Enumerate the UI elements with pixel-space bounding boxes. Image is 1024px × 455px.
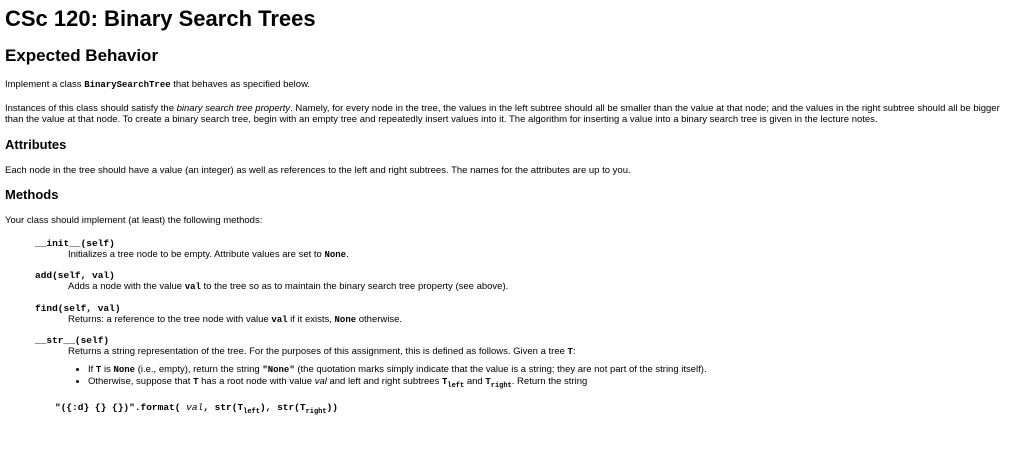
method-init-signature: __init__(self) — [35, 237, 115, 249]
page-title: CSc 120: Binary Search Trees — [5, 6, 316, 31]
expected-behavior-intro: Implement a class BinarySearchTree that behaves as specified below. — [5, 79, 311, 90]
expected-behavior-heading: Expected Behavior — [5, 46, 159, 65]
method-find-signature: find(self, val) — [35, 302, 121, 314]
methods-intro: Your class should implement (at least) the following methods: — [5, 215, 263, 226]
method-find-description: Returns: a reference to the tree node with value val if it exists, None otherwise. — [68, 313, 403, 325]
method-str-description: Returns a string representation of the tree. For the purposes of this assignment, this is defined as follows. Given a tree T: • If T is None (i.e., empty), return the string "None" (the quotation marks simply indicate that the value is a string; they are not part of the string itself). • Otherwise, suppose that T has a root node with value val and left and right subtrees $T_{left}$ and $T_{right}$. Return the string — [68, 346, 1019, 392]
method-add-signature: add(self, val) — [35, 270, 115, 281]
class-name-code: BinarySearchTree — [84, 80, 171, 90]
method-init-description: Initializes a tree node to be empty. Attribute values are set to None. — [68, 248, 349, 260]
list-item: • If T is None (i.e., empty), return the string "None" (the quotation marks simply indicate that the value is a string; they are not part of the string itself). — [88, 364, 1019, 377]
method-add-description: Adds a node with the value val to the tree so as to maintain the binary search tree property (see above). — [68, 281, 509, 292]
method-str-signature: __str__(self) — [35, 335, 110, 346]
methods-heading: Methods — [5, 187, 59, 202]
str-cases-list — [68, 364, 1019, 393]
list-item: • Otherwise, suppose that T has a root node with value val and left and right subtrees $T_{left}$ and $T_{right}$. Return the string — [88, 376, 1019, 392]
methods-list — [35, 238, 1019, 393]
attributes-description: Each node in the tree should have a value (an integer) as well as references to the left and right subtrees. The names for the attributes are up to you. — [5, 164, 631, 176]
bst-property-term: binary search tree property — [176, 102, 291, 114]
attributes-heading: Attributes — [5, 136, 67, 152]
format-code-line: "({:d} {} {})".format( val, $str(T_{left})$, $str(T_{right})$) — [55, 402, 338, 417]
expected-behavior-description: Instances of this class should satisfy the binary search tree property. Namely, for every node in the tree, the values in the left subtree should all be smaller than the value at that node; and the values in the right subtree should all be bigger than the value at that node. To create a binary search tree, begin with an empty tree and repeatedly insert values into it. The algorithm for inserting a value into a binary search tree is given in the lecture notes. — [5, 102, 1000, 125]
